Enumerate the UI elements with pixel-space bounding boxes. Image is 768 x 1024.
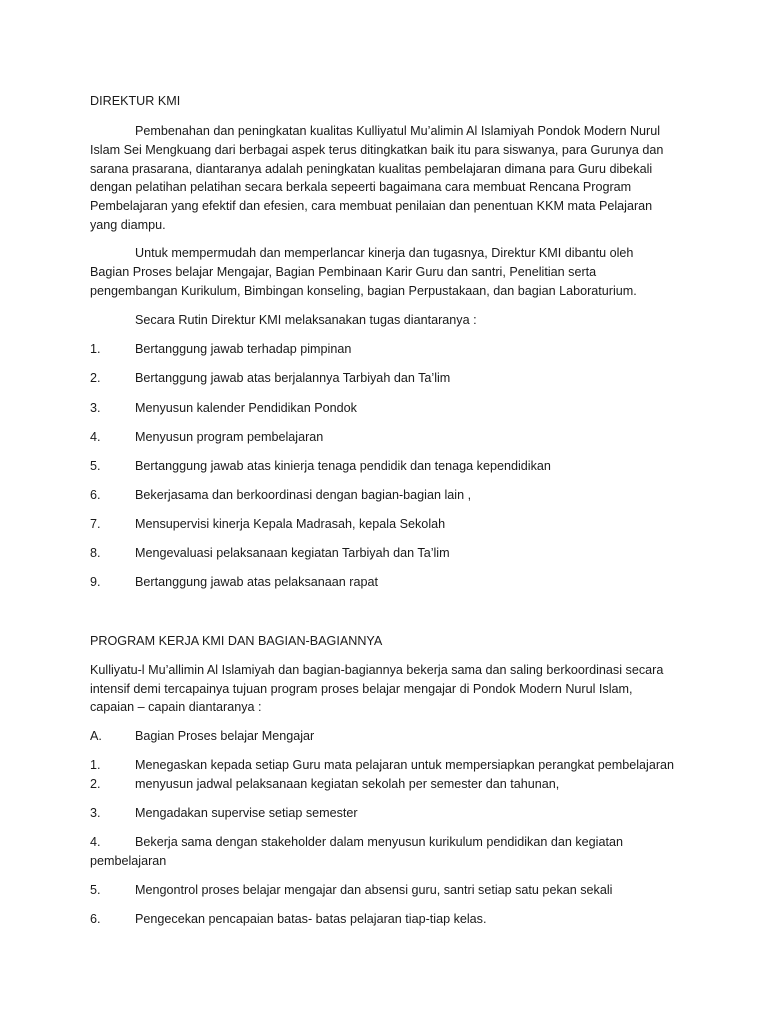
paragraph-3: Secara Rutin Direktur KMI melaksanakan tugas diantaranya : <box>135 313 477 327</box>
list-number: 3. <box>90 401 101 415</box>
list-text: Mensupervisi kinerja Kepala Madrasah, kepala Sekolah <box>135 517 446 531</box>
list-text: Bekerja sama dengan stakeholder dalam menyusun kurikulum pendidikan dan kegiatan <box>135 835 623 849</box>
paragraph-2-line-2: Bagian Proses belajar Mengajar, Bagian Pembinaan Karir Guru dan santri, Penelitian serta <box>90 265 597 279</box>
section-title: Bagian Proses belajar Mengajar <box>135 729 315 743</box>
paragraph-4-line-2: intensif demi tercapainya tujuan program proses belajar mengajar di Pondok Modern Nurul Islam, <box>90 682 633 696</box>
list-text: Mengadakan supervise setiap semester <box>135 806 358 820</box>
list-text: Bertanggung jawab atas pelaksanaan rapat <box>135 575 378 589</box>
list-number: 4. <box>90 430 101 444</box>
heading-direktur-kmi: DIREKTUR KMI <box>90 94 181 108</box>
list-number: 2. <box>90 371 101 385</box>
paragraph-1-line-2: Islam Sei Mengkuang dari berbagai aspek terus ditingkatkan baik itu para siswanya, para Gurunya dan <box>90 143 664 157</box>
list-text: Mengontrol proses belajar mengajar dan absensi guru, santri setiap satu pekan sekali <box>135 883 613 897</box>
list-number: 7. <box>90 517 101 531</box>
list-number: 6. <box>90 912 101 926</box>
paragraph-1-line-6: yang diampu. <box>90 218 166 232</box>
list-text: Menegaskan kepada setiap Guru mata pelajaran untuk mempersiapkan perangkat pembelajaran <box>135 758 675 772</box>
list-text: Bertanggung jawab atas kinierja tenaga pendidik dan tenaga kependidikan <box>135 459 551 473</box>
list-number: 5. <box>90 459 101 473</box>
paragraph-2-line-1: Untuk mempermudah dan memperlancar kinerja dan tugasnya, Direktur KMI dibantu oleh <box>135 246 634 260</box>
list-number: 5. <box>90 883 101 897</box>
paragraph-1-line-5: Pembelajaran yang efektif dan efesien, cara membuat penilaian dan penentuan KKM mata Pelajaran <box>90 199 653 213</box>
list-text: Menyusun kalender Pendidikan Pondok <box>135 401 357 415</box>
list-text: menyusun jadwal pelaksanaan kegiatan sekolah per semester dan tahunan, <box>135 777 560 791</box>
list-number: 3. <box>90 806 101 820</box>
section-letter: A. <box>90 729 102 743</box>
heading-program-kerja: PROGRAM KERJA KMI DAN BAGIAN-BAGIANNYA <box>90 634 383 648</box>
list-text: Bertanggung jawab terhadap pimpinan <box>135 342 352 356</box>
list-number: 6. <box>90 488 101 502</box>
list-number: 4. <box>90 835 101 849</box>
paragraph-2-line-3: pengembangan Kurikulum, Bimbingan konseling, bagian Perpustakaan, dan bagian Laboraturium. <box>90 284 637 298</box>
list-text: Bertanggung jawab atas berjalannya Tarbiyah dan Ta’lim <box>135 371 451 385</box>
list-text: Mengevaluasi pelaksanaan kegiatan Tarbiyah dan Ta’lim <box>135 546 450 560</box>
list-number: 8. <box>90 546 101 560</box>
paragraph-1-line-3: sarana prasarana, diantaranya adalah peningkatan kualitas pembelajaran dimana para Guru dibekali <box>90 162 653 176</box>
paragraph-1-line-4: dengan pelatihan pelatihan secara berkala sepeerti bagaimana cara membuat Rencana Program <box>90 180 632 194</box>
list-text: Menyusun program pembelajaran <box>135 430 324 444</box>
list-number: 1. <box>90 758 101 772</box>
paragraph-4-line-1: Kulliyatu-l Mu’allimin Al Islamiyah dan bagian-bagiannya bekerja sama dan saling berkoordinasi secara <box>90 663 664 677</box>
list-number: 9. <box>90 575 101 589</box>
list-text-continuation: pembelajaran <box>90 854 167 868</box>
list-text: Bekerjasama dan berkoordinasi dengan bagian-bagian lain , <box>135 488 472 502</box>
list-text: Pengecekan pencapaian batas- batas pelajaran tiap-tiap kelas. <box>135 912 487 926</box>
paragraph-4-line-3: capaian – capain diantaranya : <box>90 700 262 714</box>
list-number: 1. <box>90 342 101 356</box>
paragraph-1-line-1: Pembenahan dan peningkatan kualitas Kulliyatul Mu’alimin Al Islamiyah Pondok Modern Nurul <box>135 124 661 138</box>
list-number: 2. <box>90 777 101 791</box>
